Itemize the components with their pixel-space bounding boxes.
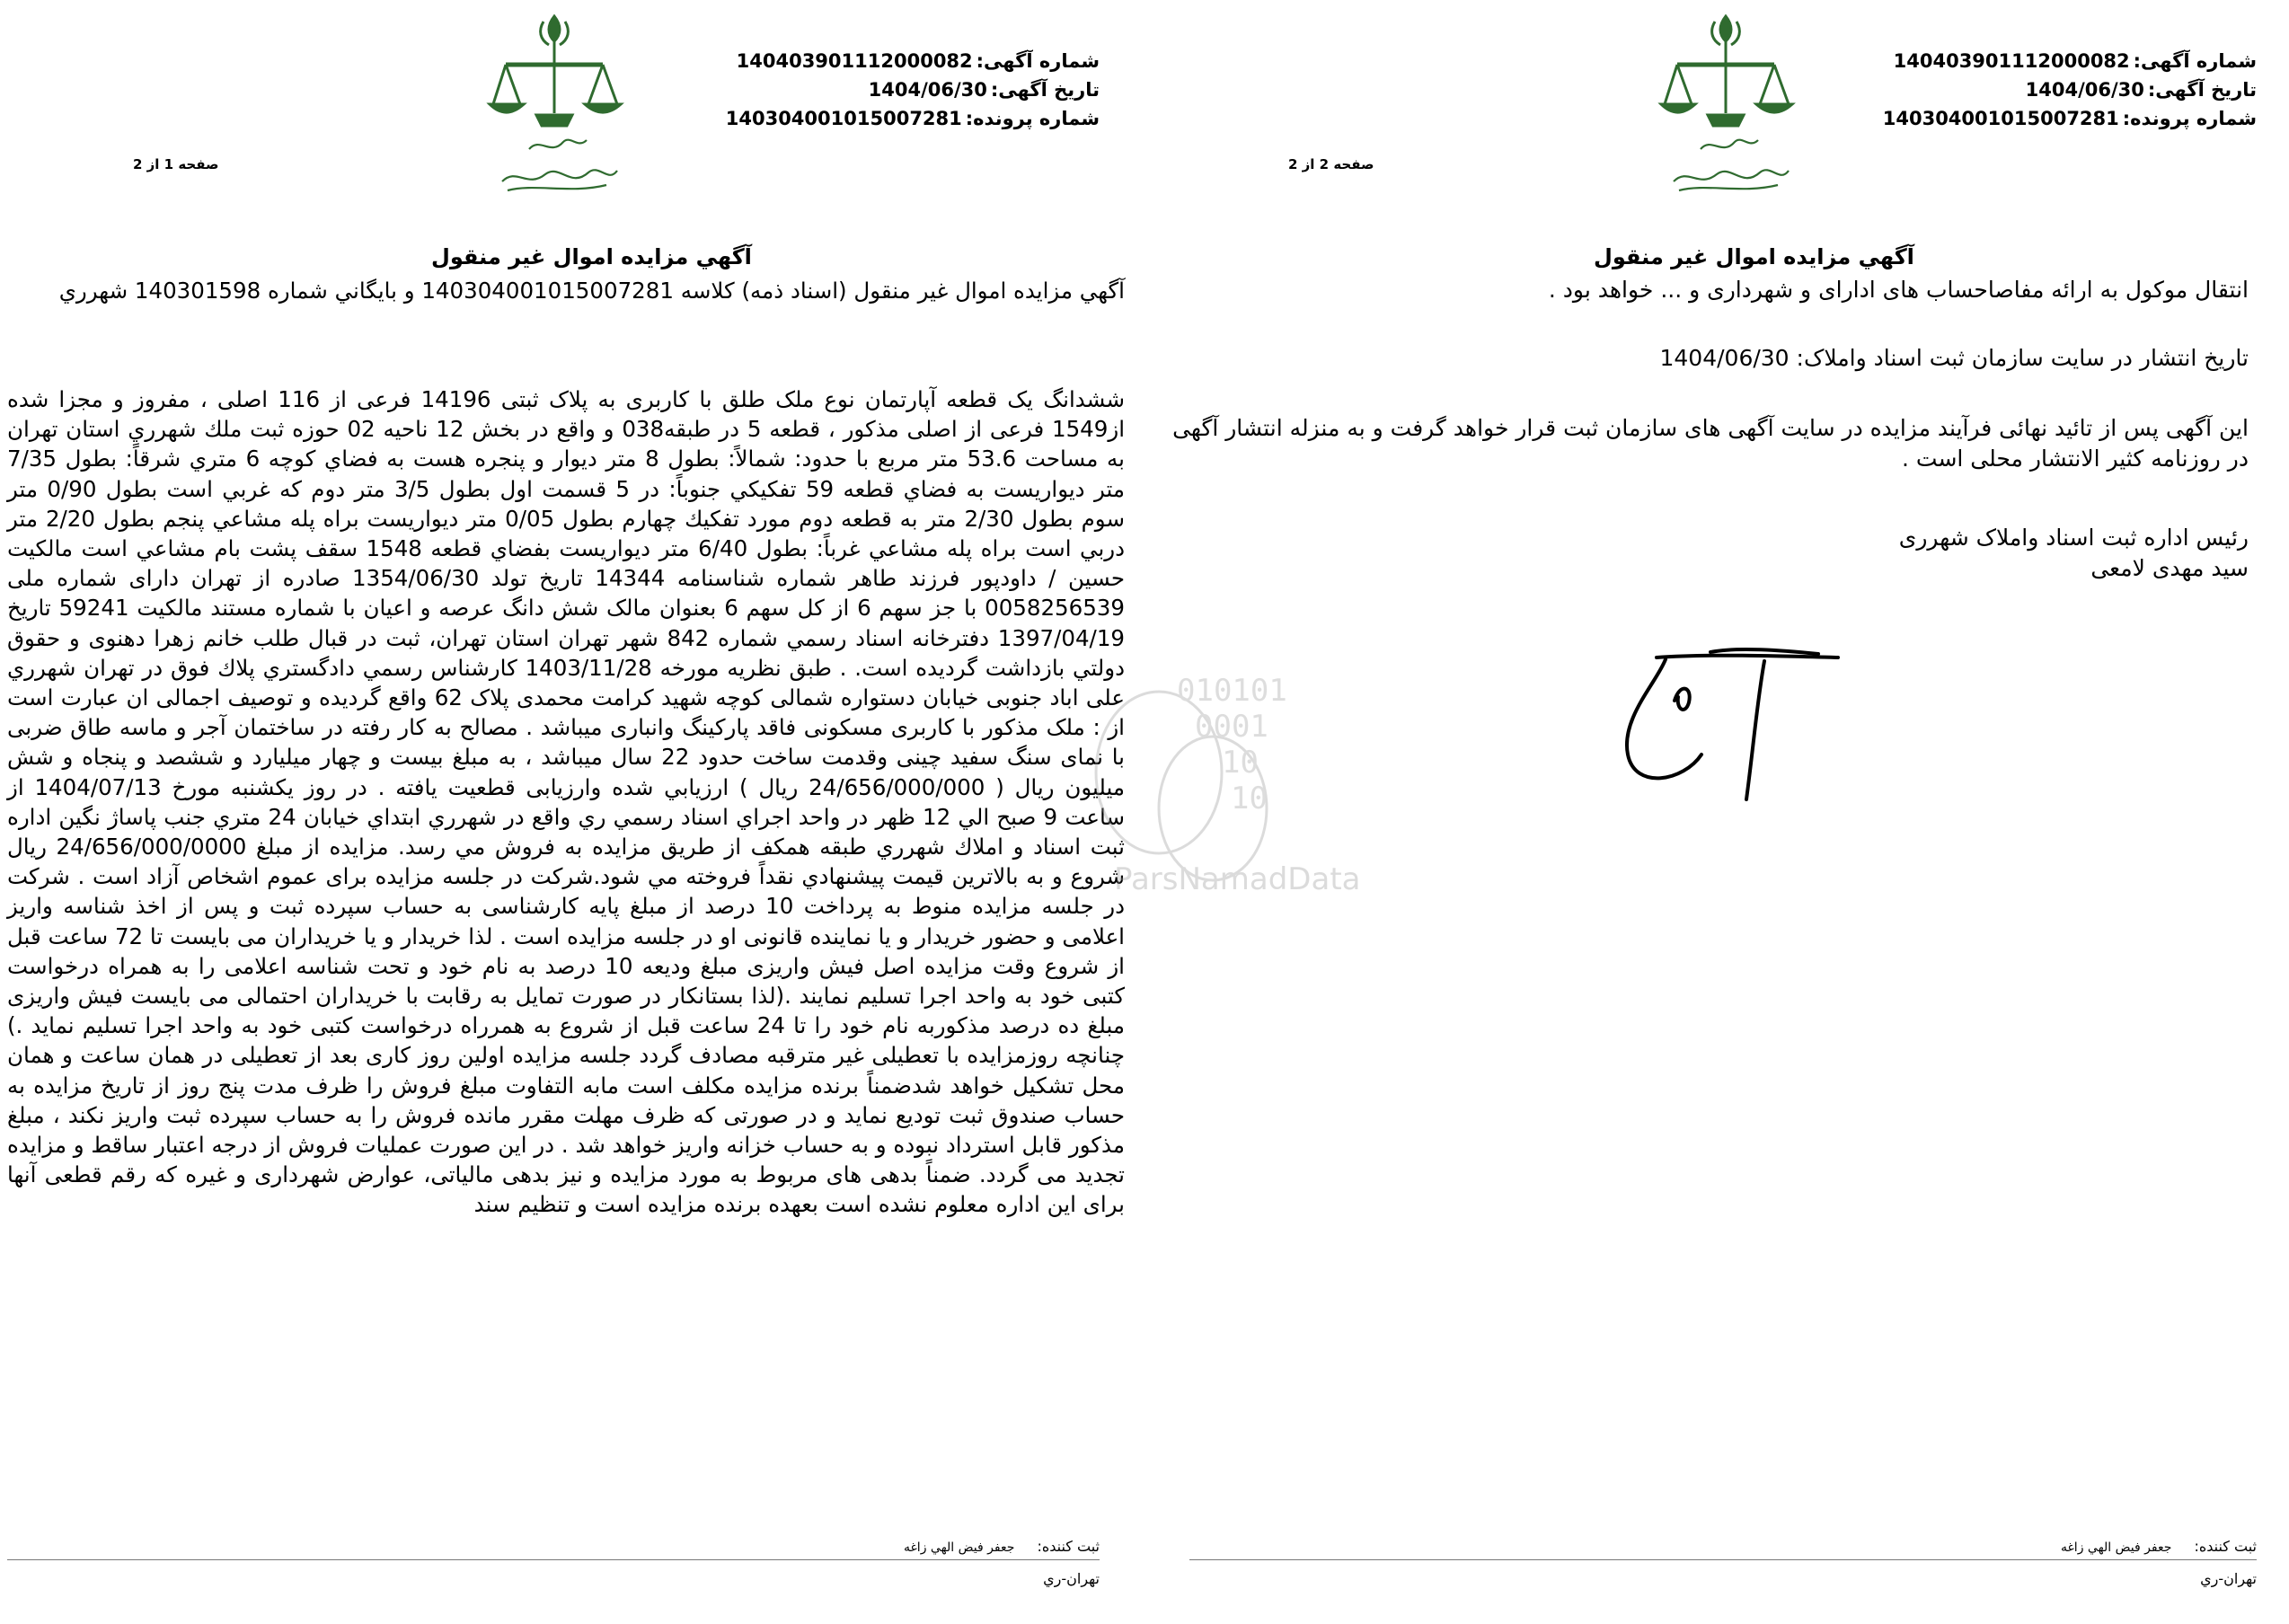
location: تهران-ري	[2200, 1570, 2257, 1587]
transfer-condition: انتقال موکول به ارائه مفاصاحساب های ادارای و شهرداری و ... خواهد بود .	[1548, 277, 2249, 303]
file-number-label: شماره پرونده:	[2122, 108, 2257, 129]
svg-text:0001: 0001	[1195, 709, 1268, 745]
ad-meta	[722, 47, 1100, 133]
signer-name: سید مهدی لامعی	[2090, 555, 2249, 581]
signature	[1603, 647, 1845, 808]
judiciary-emblem-icon	[481, 5, 629, 199]
notice-intro: آگهي مزايده اموال غير منقول (اسناد ذمه) كلاسه 14030400101500728‌1 و بايگاني شماره 140301598 شهرري	[58, 278, 1125, 304]
registrar-name: جعفر فيض الهي زاغه	[2060, 1540, 2172, 1555]
notice-title: آگهي مزايده اموال غير منقول	[1594, 244, 1914, 269]
ad-meta	[1879, 47, 2257, 133]
signer-block	[1162, 523, 2249, 584]
signer-title: رئیس اداره ثبت اسناد واملاک شهرری	[1898, 525, 2249, 551]
ad-date-label: تاریخ آگهی:	[990, 79, 1100, 101]
page-number: صفحه 1 از 2	[133, 156, 219, 172]
file-number-label: شماره پرونده:	[965, 108, 1100, 129]
svg-text:10: 10	[1222, 745, 1259, 781]
svg-text:010101: 010101	[1177, 673, 1287, 709]
registrar-name: جعفر فيض الهي زاغه	[903, 1540, 1015, 1555]
ad-date: 1404/06/30	[868, 79, 987, 101]
notice-title: آگهي مزايده اموال غير منقول	[431, 244, 752, 269]
watermark-logo-icon	[1078, 665, 1365, 988]
ad-date: 1404/06/30	[2025, 79, 2144, 101]
ad-number-label: شماره آگهی:	[2133, 50, 2257, 72]
footer-divider	[7, 1559, 1100, 1560]
ad-date-label: تاریخ آگهی:	[2147, 79, 2257, 101]
publication-date: تاریخ انتشار در سایت سازمان ثبت اسناد واملاک: 1404/06/30	[1659, 345, 2249, 371]
footer-divider	[1189, 1559, 2257, 1560]
publication-note: این آگهی پس از تائید نهائی فرآیند مزایده در سایت آگهی های سازمان ثبت قرار خواهد گرفت و به منزله انتشار آگهی در روزنامه کثیر الانتشار محلی است .	[1172, 415, 2249, 472]
ad-number-label: شماره آگهی:	[976, 50, 1100, 72]
file-number: 140304001015007281	[725, 108, 962, 129]
watermark-text: ParsNamadData	[1114, 861, 1361, 897]
registrar-label: ثبت کننده:	[2194, 1538, 2257, 1555]
page-1	[0, 0, 1144, 1624]
judiciary-emblem-icon	[1652, 5, 1800, 199]
file-number: 140304001015007281	[1882, 108, 2119, 129]
registrar	[904, 1538, 1100, 1555]
ad-number: 140403901112000082	[736, 50, 973, 72]
location: تهران-ري	[1043, 1570, 1100, 1587]
registrar	[2061, 1538, 2257, 1555]
page-number: صفحه 2 از 2	[1288, 156, 1374, 172]
svg-text:10: 10	[1231, 781, 1268, 816]
registrar-label: ثبت کننده:	[1037, 1538, 1100, 1555]
notice-body: ششدانگ یک قطعه آپارتمان نوع ملک طلق با کاربری به پلاک ثبتی 14196 فرعی از 116 اصلی ، مفروز و مجزا شده از1549 فرعی از اصلی مذکور ، قطعه 5 در طبقه038 و واقع در بخش 12 ناحیه 02 حوزه ثبت ملك شهرري استان تهران به مساحت 53.6 متر مربع با حدود: شمالاً: بطول 8 متر ديوار و پنجره هست به فضاي كوچه 6 متري شرقاً: بطول 7/35 متر ديواريست به فضاي قطعه 59 تفكيكي جنوباً: در 5 قسمت اول بطول 3/5 متر دوم كه غربي است بطول 0/90 متر سوم بطول 2/30 متر به قطعه دوم مورد تفكيك چهارم بطول 0/05 متر ديواريست براه پله مشاعي پنجم بطول 2/20 متر دربي است براه پله مشاعي غرباً: بطول 6/40 متر ديواريست بفضاي قطعه 1548 سقف پشت بام مشاعي است مالكيت حسين / داودپور فرزند طاهر شماره شناسنامه 14344 تاريخ تولد 1354/06/30 صادره از تهران دارای شماره ملی 0058256539 با جز سهم 6 از کل سهم 6 بعنوان مالک شش دانگ عرصه و اعیان با شماره مستند مالكيت 59241 تاريخ 1397/04/19 دفترخانه اسناد رسمي شماره 842 شهر تهران استان تهران، ثبت در قبال طلب خانم زهرا دهنوی و حقوق دولتي بازداشت گرديده است. . طبق نظریه مورخه 1403/11/28 کارشناس رسمي دادگستري پلاك فوق در تهران شهرري علی اباد جنوبی خیابان دستواره شمالی کوچه شهید کرامت محمدی پلاک 62 واقع گردیده و توصیف اجمالی ان عبارت است از : ملک مذکور با کاربری مسکونی فاقد پارکینگ وانباری میباشد . مصالح به کار رفته در ساختمان آجر و ماسه طاق ضربی با نمای سنگ سفید چینی وقدمت ساخت حدود 22 سال میباشد ، به مبلغ بیست و چهار میلیارد و ششصد و پنجاه و شش میلیون ريال ( 24/656/000/000 ريال ) ارزيابي شده وارزیابی قطعیت یافته . در روز یکشنبه مورخ 1404/07/13 از ساعت 9 صبح الي 12 ظهر در واحد اجراي اسناد رسمي ري واقع در شهرري ابتداي خيابان 24 متري جنب پاساژ نگين اداره ثبت اسناد و املاك شهرري طبقه همكف از طريق مزايده به فروش مي رسد. مزايده از مبلغ 24/656/000/0000 ريال شروع و به بالاترين قيمت پيشنهادي نقداً فروخته مي شود.شرکت در جلسه مزایده برای عموم اشخاص آزاد است . شرکت در جلسه مزایده منوط به پرداخت 10 درصد از مبلغ پایه کارشناسی به حساب سپرده ثبت و پس از اخذ شناسه واریز اعلامی و حضور خریدار و یا نماینده قانونی او در جلسه مزایده است . لذا خریدار و یا خریداران می بایست تا 72 ساعت قبل از شروع وقت مزایده اصل فیش واریزی مبلغ ودیعه 10 درصد به نام خود و تحت شناسه اعلامی را به همراه درخواست کتبی خود به واحد اجرا تسلیم نمایند .(لذا بستانکار در صورت تمایل به رقابت با خریداران احتمالی می بایست فیش واریزی مبلغ ده درصد مذکوربه نام خود را تا 24 ساعت قبل از شروع به همرراه درخواست کتبی خود به واحد اجرا تسلیم نماید .) چنانچه روزمزایده با تعطیلی غیر مترقبه مصادف گردد جلسه مزایده اولین روز کاری بعد از تعطیلی در همان ساعت و همان محل تشکیل خواهد شدضمناً برنده مزایده مکلف است مابه التفاوت مبلغ فروش را ظرف مدت پنج روز از تاریخ مزایده به حساب صندوق ثبت تودیع نماید و در صورتی که ظرف مهلت مقرر مانده فروش را به حساب سپرده ثبت واریز نکند ، مبلغ مذکور قابل استرداد نبوده و به حساب خزانه واریز خواهد شد . در این صورت عملیات فروش از درجه اعتبار ساقط و مزایده تجدید می گردد. ضمناً بدهی های مربوط به مورد مزایده و نیز بدهی مالیاتی، عوارض شهرداری و غیره که رقم قطعی آنها برای این اداره معلوم نشده است بعهده برنده مزایده است و تنظیم سند	[7, 386, 1126, 1218]
ad-number: 140403901112000082	[1893, 50, 2130, 72]
